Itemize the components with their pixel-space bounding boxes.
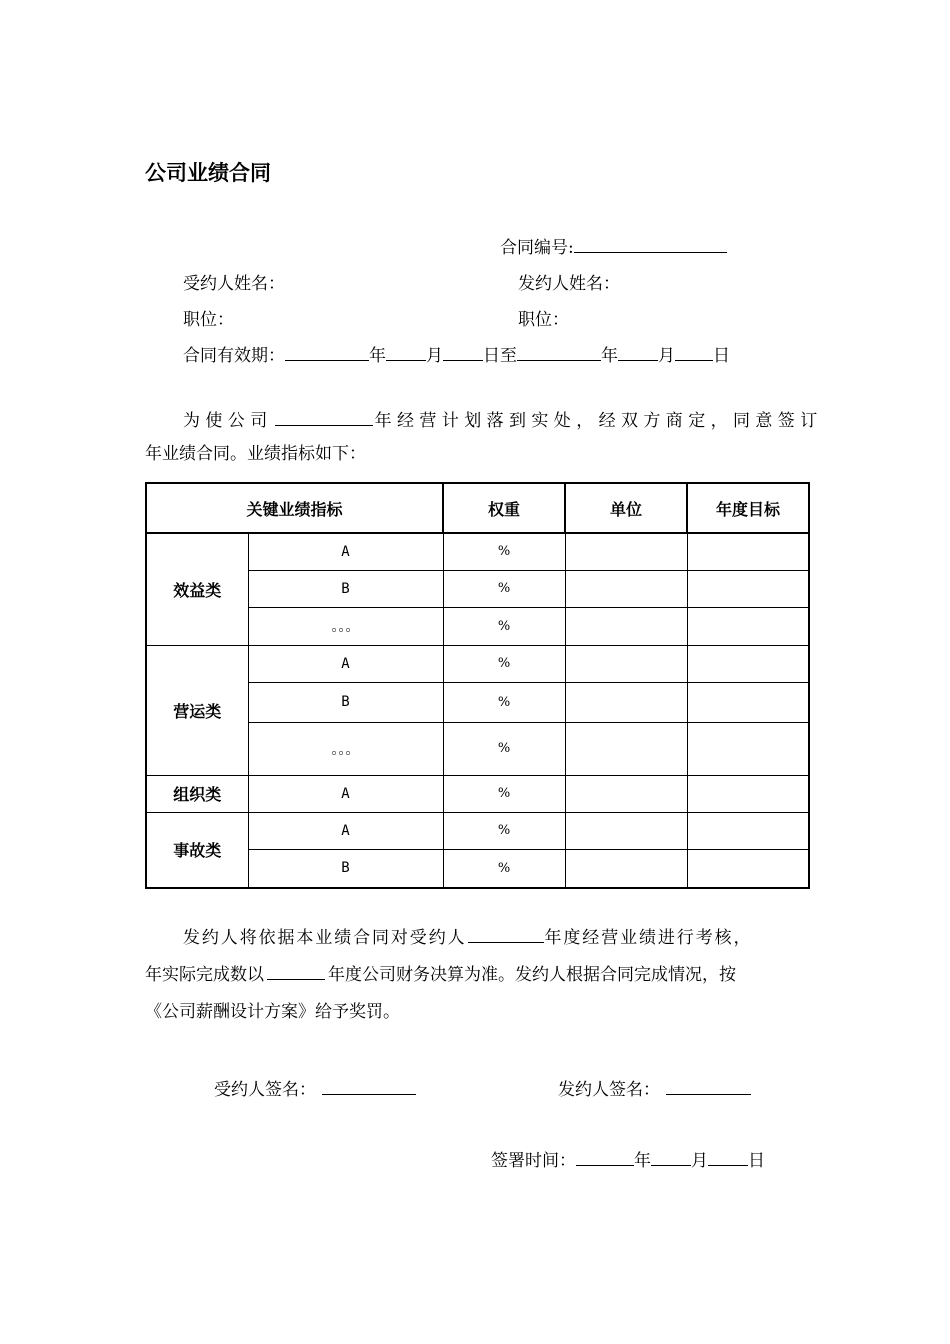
promisee-signature-row bbox=[214, 1075, 416, 1100]
unit-cell[interactable] bbox=[565, 645, 687, 682]
indicator-cell: A bbox=[248, 533, 443, 570]
day-text: 日 bbox=[713, 346, 730, 366]
contract-number-field[interactable] bbox=[574, 235, 727, 253]
table-row bbox=[146, 533, 809, 570]
month-text: 月 bbox=[691, 1151, 708, 1171]
intro-line-1 bbox=[145, 403, 823, 440]
intro-paragraph bbox=[145, 403, 823, 473]
weight-cell[interactable]: % bbox=[443, 722, 565, 775]
closing-text-c: 年实际完成数以 bbox=[145, 965, 264, 985]
document-title: 公司业绩合同 bbox=[145, 161, 271, 185]
weight-cell[interactable]: % bbox=[443, 570, 565, 607]
closing-paragraph bbox=[145, 920, 807, 1031]
month-text: 月 bbox=[426, 346, 443, 366]
weight-cell[interactable]: % bbox=[443, 775, 565, 812]
day-text: 日 bbox=[748, 1151, 765, 1171]
target-cell[interactable] bbox=[687, 533, 809, 570]
category-cell: 组织类 bbox=[146, 775, 248, 812]
promisor-signature-row bbox=[558, 1075, 751, 1100]
assessment-year-field[interactable] bbox=[468, 925, 544, 943]
unit-cell[interactable] bbox=[565, 775, 687, 812]
target-cell[interactable] bbox=[687, 849, 809, 888]
weight-cell[interactable]: % bbox=[443, 849, 565, 888]
table-row bbox=[146, 645, 809, 682]
unit-cell[interactable] bbox=[565, 682, 687, 722]
table-row bbox=[146, 775, 809, 812]
sign-time-label: 签署时间： bbox=[491, 1151, 576, 1171]
validity-row bbox=[183, 341, 730, 366]
weight-cell[interactable]: % bbox=[443, 682, 565, 722]
year-text: 年 bbox=[369, 346, 386, 366]
indicator-cell: 。。。 bbox=[248, 607, 443, 645]
year-text: 年 bbox=[634, 1151, 651, 1171]
day-to-text: 日至 bbox=[483, 346, 517, 366]
contract-number-label: 合同编号: bbox=[500, 238, 574, 258]
validity-label: 合同有效期： bbox=[183, 346, 285, 366]
contract-number-row bbox=[500, 233, 727, 258]
header-annual-target: 年度目标 bbox=[687, 483, 809, 533]
target-cell[interactable] bbox=[687, 722, 809, 775]
intro-text-b: 年经营计划落到实处，经双方商定，同意签订 bbox=[374, 411, 823, 431]
indicator-cell: 。。。 bbox=[248, 722, 443, 775]
promisee-sign-label: 受约人签名： bbox=[214, 1080, 316, 1100]
weight-cell[interactable]: % bbox=[443, 645, 565, 682]
category-cell: 事故类 bbox=[146, 812, 248, 888]
promisor-position-label: 职位： bbox=[518, 310, 569, 330]
category-cell: 营运类 bbox=[146, 645, 248, 775]
closing-line-2 bbox=[145, 957, 807, 994]
weight-cell[interactable]: % bbox=[443, 533, 565, 570]
promisor-name-label: 发约人姓名： bbox=[518, 274, 620, 294]
sign-day-field[interactable] bbox=[708, 1149, 748, 1166]
target-cell[interactable] bbox=[687, 645, 809, 682]
indicator-cell: A bbox=[248, 775, 443, 812]
target-cell[interactable] bbox=[687, 812, 809, 849]
closing-line-3: 《公司薪酬设计方案》给予奖罚。 bbox=[145, 1002, 400, 1022]
unit-cell[interactable] bbox=[565, 722, 687, 775]
kpi-table bbox=[145, 482, 810, 889]
unit-cell[interactable] bbox=[565, 570, 687, 607]
end-month-field[interactable] bbox=[618, 343, 658, 361]
indicator-cell: B bbox=[248, 849, 443, 888]
indicator-cell: A bbox=[248, 645, 443, 682]
category-cell: 效益类 bbox=[146, 533, 248, 645]
indicator-cell: B bbox=[248, 682, 443, 722]
end-day-field[interactable] bbox=[675, 343, 713, 361]
indicator-cell: B bbox=[248, 570, 443, 607]
closing-line-1 bbox=[145, 920, 807, 957]
plan-year-field[interactable] bbox=[275, 408, 373, 426]
indicator-cell: A bbox=[248, 812, 443, 849]
target-cell[interactable] bbox=[687, 570, 809, 607]
table-header-row bbox=[146, 483, 809, 533]
sign-time-row bbox=[491, 1146, 765, 1171]
promisor-sign-label: 发约人签名： bbox=[558, 1080, 660, 1100]
weight-cell[interactable]: % bbox=[443, 812, 565, 849]
header-weight: 权重 bbox=[443, 483, 565, 533]
intro-line-2: 年业绩合同。业绩指标如下： bbox=[145, 444, 366, 464]
promisee-signature-field[interactable] bbox=[322, 1078, 416, 1095]
target-cell[interactable] bbox=[687, 775, 809, 812]
sign-year-field[interactable] bbox=[576, 1149, 634, 1166]
closing-text-b: 年度经营业绩进行考核， bbox=[544, 928, 753, 948]
unit-cell[interactable] bbox=[565, 533, 687, 570]
closing-text-d: 年度公司财务决算为准。发约人根据合同完成情况，按 bbox=[328, 965, 736, 985]
header-unit: 单位 bbox=[565, 483, 687, 533]
closing-text-a: 发约人将依据本业绩合同对受约人 bbox=[183, 928, 467, 948]
promisor-signature-field[interactable] bbox=[666, 1078, 751, 1095]
unit-cell[interactable] bbox=[565, 607, 687, 645]
table-row bbox=[146, 812, 809, 849]
unit-cell[interactable] bbox=[565, 812, 687, 849]
start-month-field[interactable] bbox=[386, 343, 426, 361]
end-year-field[interactable] bbox=[517, 343, 601, 361]
unit-cell[interactable] bbox=[565, 849, 687, 888]
start-year-field[interactable] bbox=[285, 343, 369, 361]
intro-text-a: 为使公司 bbox=[183, 411, 273, 431]
weight-cell[interactable]: % bbox=[443, 607, 565, 645]
sign-month-field[interactable] bbox=[651, 1149, 691, 1166]
month-text: 月 bbox=[658, 346, 675, 366]
target-cell[interactable] bbox=[687, 607, 809, 645]
header-kpi: 关键业绩指标 bbox=[146, 483, 443, 533]
accounting-year-field[interactable] bbox=[267, 962, 325, 980]
target-cell[interactable] bbox=[687, 682, 809, 722]
promisee-position-label: 职位： bbox=[183, 310, 234, 330]
promisee-name-label: 受约人姓名： bbox=[183, 274, 285, 294]
year-text: 年 bbox=[601, 346, 618, 366]
start-day-field[interactable] bbox=[443, 343, 483, 361]
